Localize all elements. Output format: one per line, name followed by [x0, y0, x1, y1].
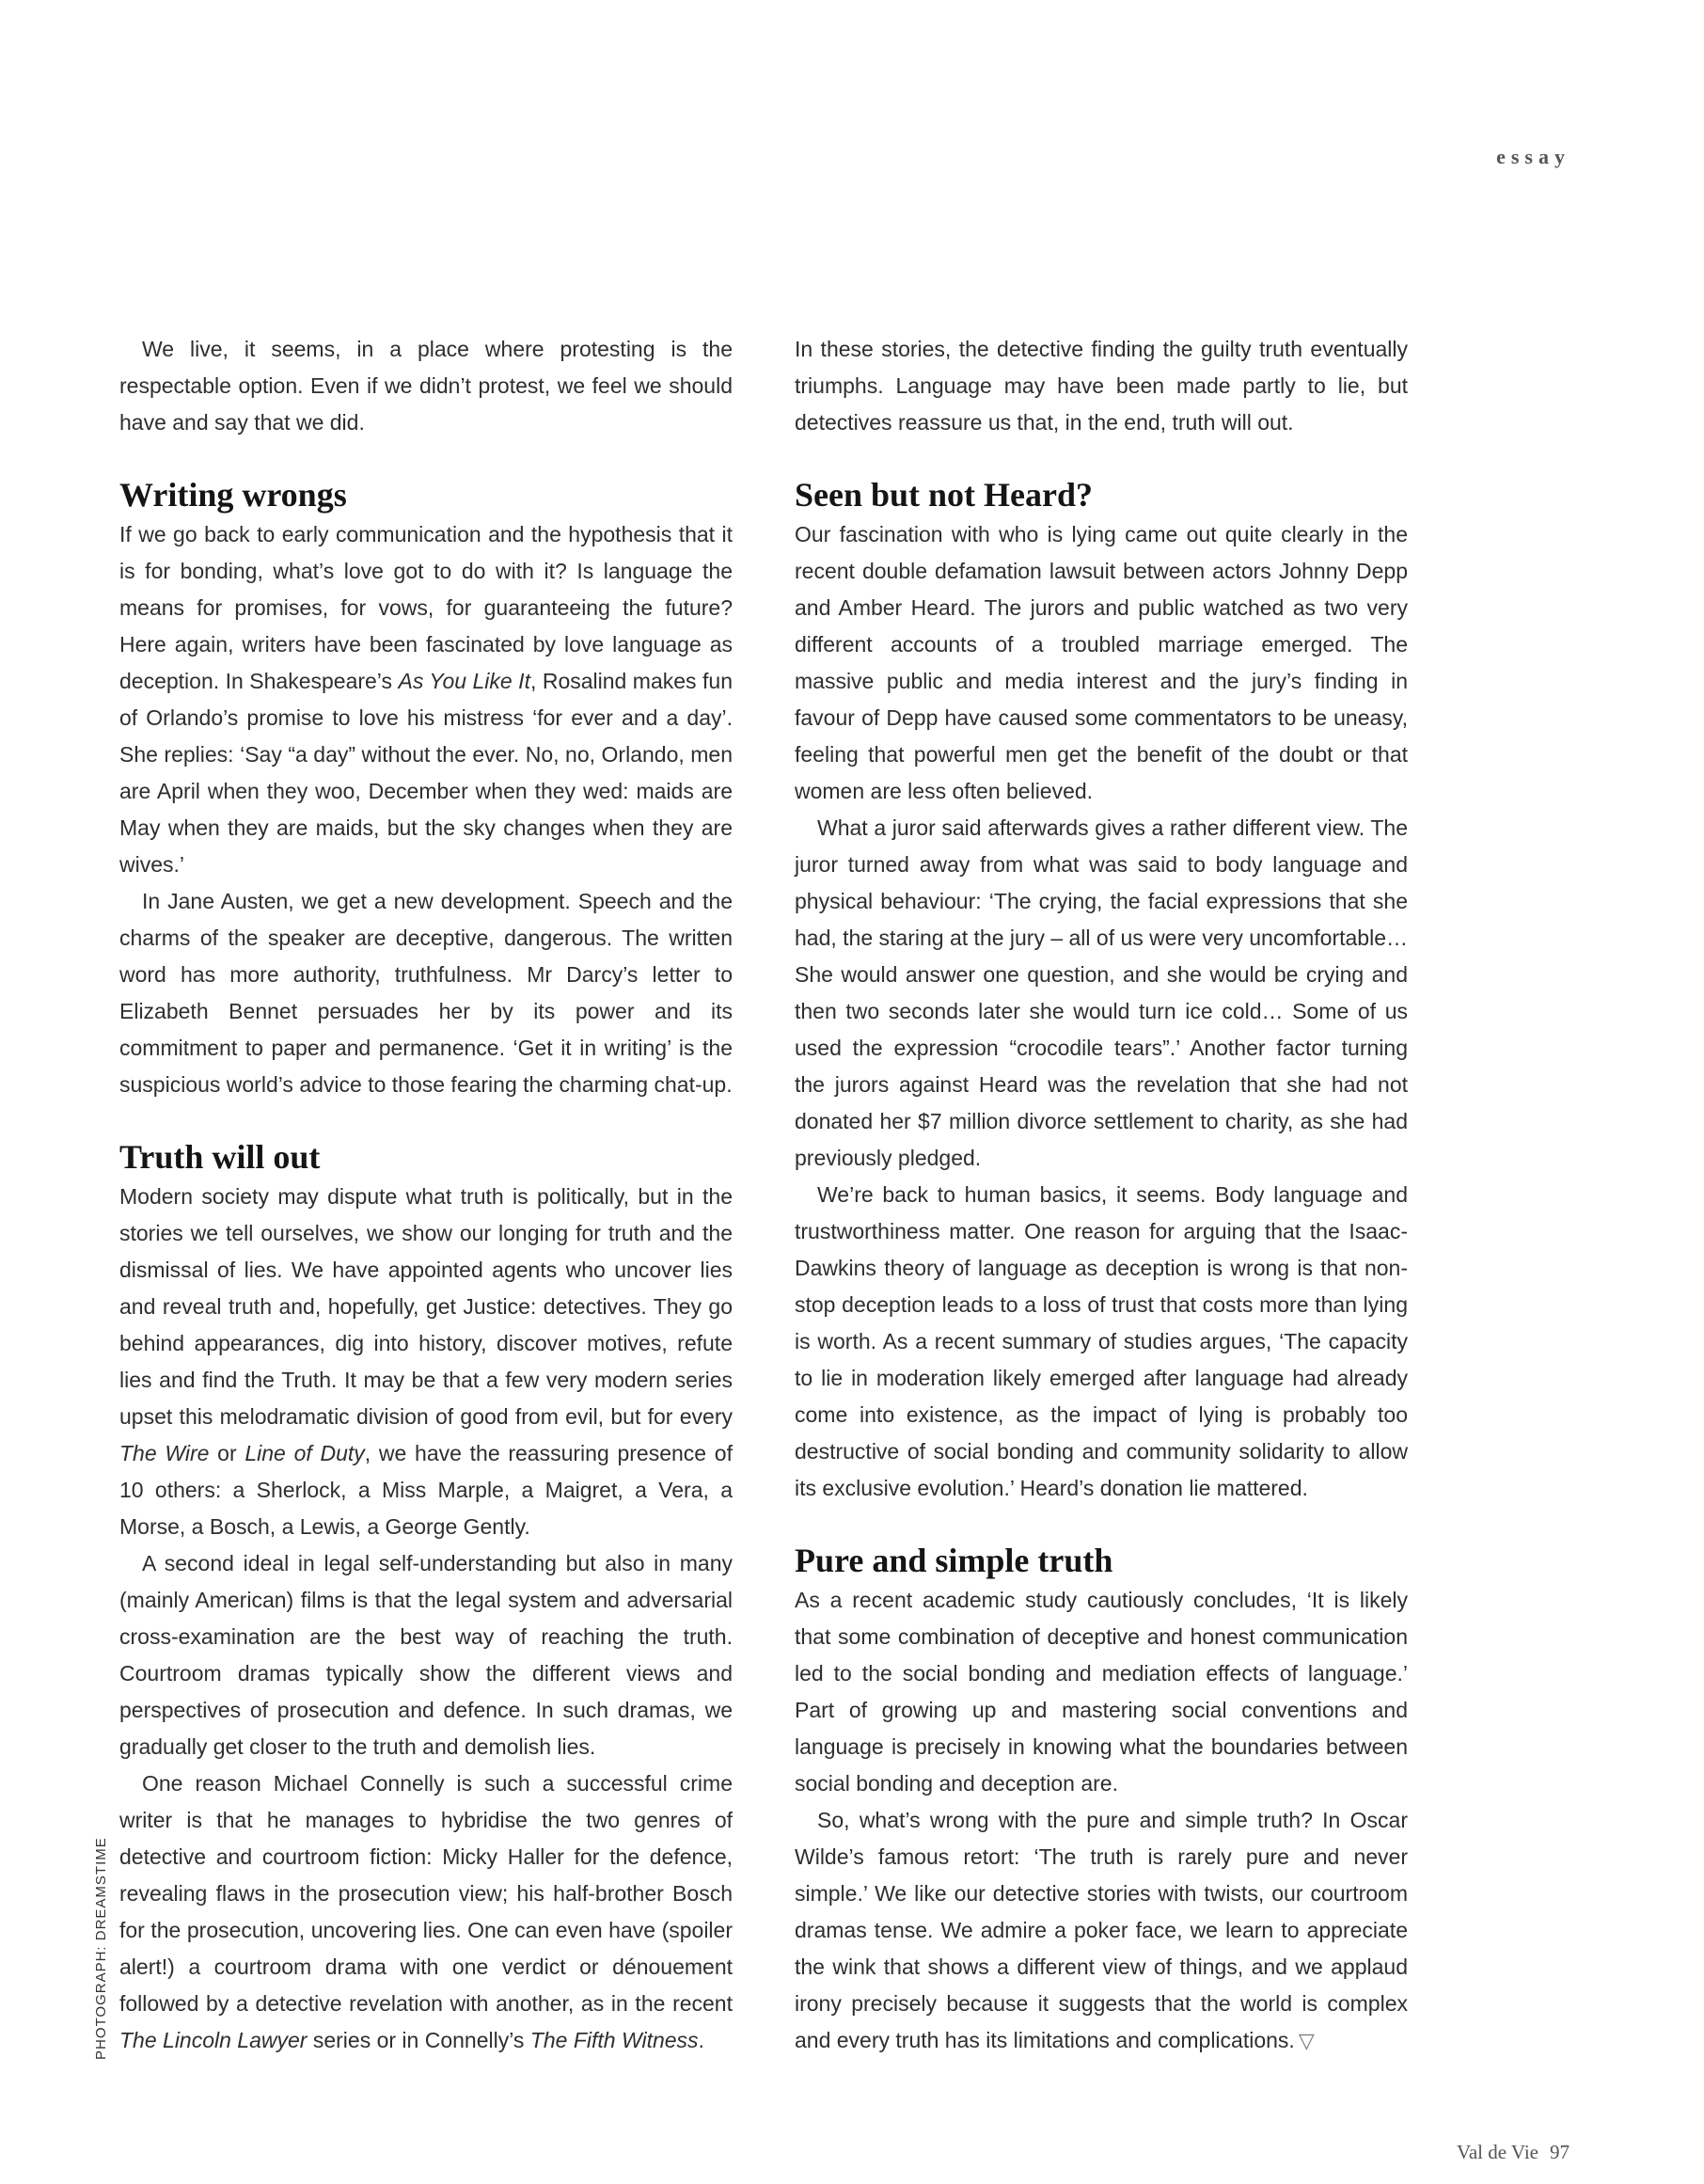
page-number: 97 [1550, 2141, 1570, 2163]
heading-seen-but-not-heard: Seen but not Heard? [795, 476, 1094, 514]
writing-paragraph-2: In Jane Austen, we get a new development. Speech and the charms of the speaker are deceptive, dangerous. The written word has more authority, truthfulness. Mr Darcy’s letter to Elizabeth Bennet persuades her by its power and its commitment to paper and permanence. ‘Get it in writing’ is the suspicious world’s advice to those fearing the charming chat-up. [119, 889, 733, 1097]
title-the-lincoln-lawyer: The Lincoln Lawyer [119, 2028, 308, 2052]
page-footer [1457, 2141, 1570, 2164]
intro-paragraph: We live, it seems, in a place where protesting is the respectable option. Even if we didn’t protest, we feel we should have and say that we did. [119, 337, 733, 435]
section-tag: essay [1496, 145, 1570, 168]
intro-paragraph-right: In these stories, the detective finding the guilty truth eventually triumphs. Language may have been made partly to lie, but detectives reassure us that, in the end, truth will out. [795, 337, 1408, 435]
title-the-fifth-witness: The Fifth Witness [529, 2028, 699, 2052]
seen-paragraph-2: What a juror said afterwards gives a rather different view. The juror turned away from what was said to body language and physical behaviour: ‘The crying, the facial expressions that she had, the staring at the jury – all of us were very uncomfortable… She would answer one question, and she would be crying and then two seconds later she would turn ice cold… Some of us used the expression “crocodile tears”.’ Another factor turning the jurors against Heard was the revelation that she had not donated her $7 million divorce settlement to charity, as she had previously pledged. [795, 815, 1408, 1170]
publication-name: Val de Vie [1457, 2141, 1538, 2163]
heading-writing-wrongs: Writing wrongs [119, 476, 347, 514]
seen-paragraph-1: Our fascination with who is lying came out quite clearly in the recent double defamation lawsuit between actors Johnny Depp and Amber Heard. The jurors and public watched as two very different accounts of a troubled marriage emerged. The massive public and media interest and the jury’s finding in favour of Depp have caused some commentators to be uneasy, feeling that powerful men get the benefit of the doubt or that women are less often believed. [795, 522, 1408, 803]
title-line-of-duty: Line of Duty [245, 1441, 365, 1465]
truth-paragraph-1: Modern society may dispute what truth is politically, but in the stories we tell ourselves, we show our longing for truth and the dismissal of lies. We have appointed agents who uncover lies and reveal truth and, hopefully, get Justice: detectives. They go behind appearances, dig into history, discover motives, refute lies and find the Truth. It may be that a few very modern series upset this melodramatic division of good from evil, but for every The Wire or Line of Duty, we have the reassuring presence of 10 others: a Sherlock, a Miss Marple, a Maigret, a Vera, a Morse, a Bosch, a Lewis, a George Gently. [119, 1184, 733, 1539]
photo-credit: PHOTOGRAPH: DREAMSTIME [93, 1837, 109, 2060]
title-the-wire: The Wire [119, 1441, 210, 1465]
heading-truth-will-out: Truth will out [119, 1138, 321, 1176]
right-column [795, 331, 1408, 2059]
writing-paragraph-1: If we go back to early communication and the hypothesis that it is for bonding, what’s love got to do with it? Is language the means for promises, for vows, for guaranteeing the future? Here again, writers have been fascinated by love language as deception. In Shakespeare’s As You Like It, Rosalind makes fun of Orlando’s promise to love his mistress ‘for ever and a day’. She replies: ‘Say “a day” without the ever. No, no, Orlando, men are April when they woo, December when they wed: maids are May when they are maids, but the sky changes when they are wives.’ [119, 522, 733, 877]
title-as-you-like-it: As You Like It [398, 669, 530, 693]
left-column [119, 331, 733, 2059]
truth-paragraph-2: A second ideal in legal self-understanding but also in many (mainly American) films is that the legal system and adversarial cross-examination are the best way of reaching the truth. Courtroom dramas typically show the different views and perspectives of prosecution and defence. In such dramas, we gradually get closer to the truth and demolish lies. [119, 1551, 733, 1759]
truth-paragraph-3: One reason Michael Connelly is such a successful crime writer is that he manages to hybridise the two genres of detective and courtroom fiction: Micky Haller for the defence, revealing flaws in the prosecution view; his half-brother Bosch for the prosecution, uncovering lies. One can even have (spoiler alert!) a courtroom drama with one verdict or dénouement followed by a detective revelation with another, as in the recent The Lincoln Lawyer series or in Connelly’s The Fifth Witness. [119, 1771, 733, 2052]
end-triangle-icon: ▽ [1298, 2029, 1315, 2052]
heading-pure-and-simple-truth: Pure and simple truth [795, 1542, 1113, 1579]
seen-paragraph-3: We’re back to human basics, it seems. Body language and trustworthiness matter. One reason for arguing that the Isaac-Dawkins theory of language as deception is wrong is that non-stop deception leads to a loss of trust that costs more than lying is worth. As a recent summary of studies argues, ‘The capacity to lie in moderation likely emerged after language had already come into existence, as the impact of lying is probably too destructive of social bonding and community solidarity to allow its exclusive evolution.’ Heard’s donation lie mattered. [795, 1182, 1408, 1500]
pure-paragraph-1: As a recent academic study cautiously concludes, ‘It is likely that some combination of deceptive and honest communication led to the social bonding and mediation effects of language.’ Part of growing up and mastering social conventions and language is precisely in knowing what the boundaries between social bonding and deception are. [795, 1588, 1408, 1796]
pure-paragraph-2: So, what’s wrong with the pure and simple truth? In Oscar Wilde’s famous retort: ‘The truth is rarely pure and never simple.’ We like our detective stories with twists, our courtroom dramas tense. We admire a poker face, we learn to appreciate the wink that shows a different view of things, and we applaud irony precisely because it suggests that the world is complex and every truth has its limitations and complications. ▽ [795, 1808, 1408, 2052]
